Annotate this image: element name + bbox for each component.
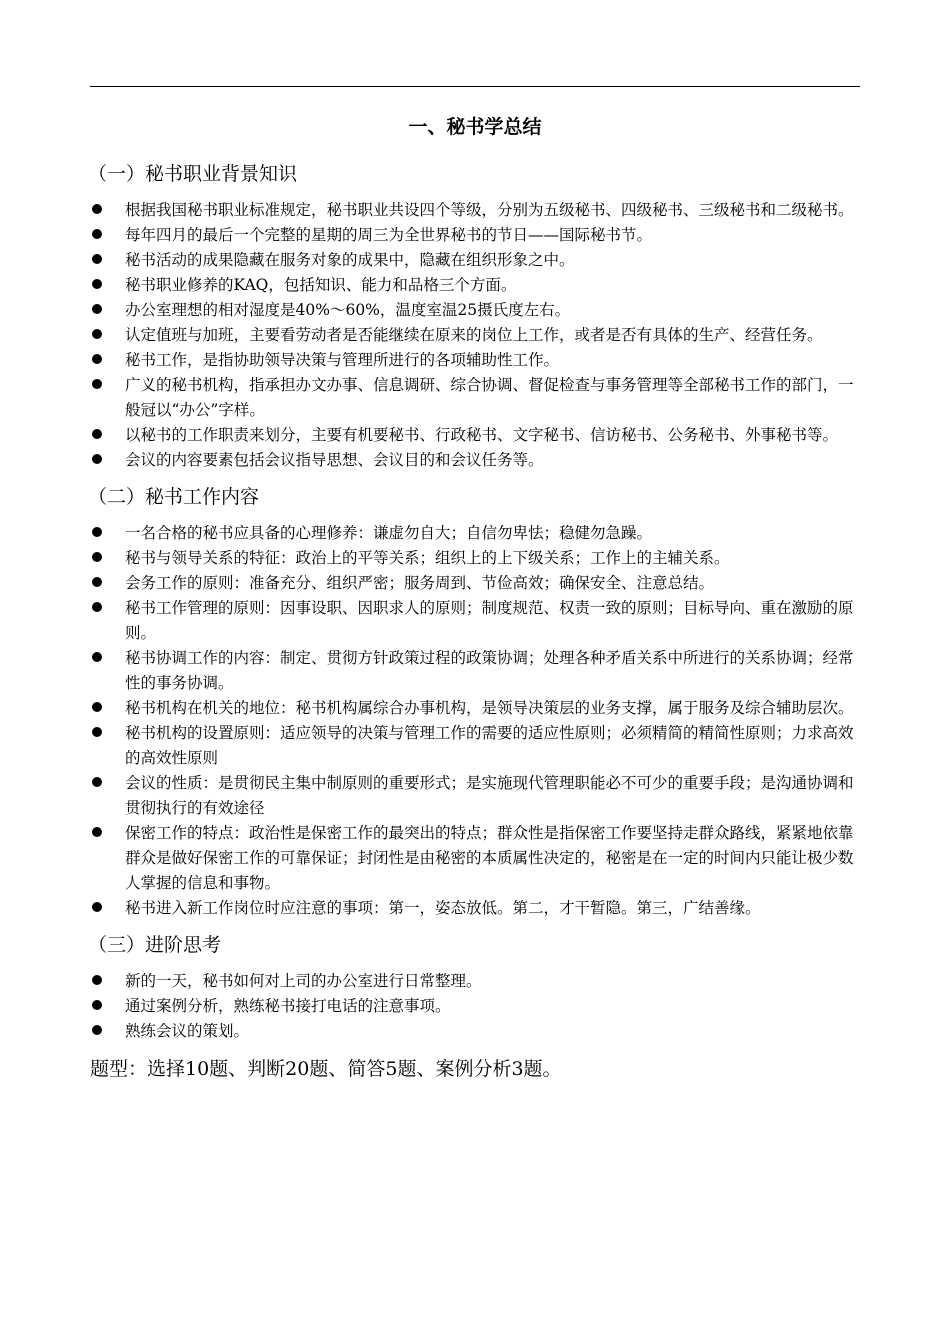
bullet-dot-icon xyxy=(92,1000,102,1010)
bullet-dot-icon xyxy=(92,602,102,612)
list-item xyxy=(90,696,860,721)
list-item xyxy=(90,571,860,596)
section-heading: （二）秘书工作内容 xyxy=(88,486,260,508)
list-item-text: 秘书机构的设置原则：适应领导的决策与管理工作的需要的适应性原则；必须精简的精简性原则；力求高效的高效性原则 xyxy=(125,724,854,767)
bullet-dot-icon xyxy=(92,577,102,587)
bullet-dot-icon xyxy=(92,279,102,289)
bullet-dot-icon xyxy=(92,354,102,364)
list-item-text: 秘书机构在机关的地位：秘书机构属综合办事机构，是领导决策层的业务支撑，属于服务及综合辅助层次。 xyxy=(125,699,854,717)
list-item xyxy=(90,596,860,646)
list-item xyxy=(90,323,860,348)
bullet-dot-icon xyxy=(92,329,102,339)
list-item xyxy=(90,223,860,248)
list-item-text: 新的一天，秘书如何对上司的办公室进行日常整理。 xyxy=(125,972,482,990)
bullet-dot-icon xyxy=(92,229,102,239)
list-item xyxy=(90,448,860,473)
bullet-dot-icon xyxy=(92,429,102,439)
list-item-text: 秘书协调工作的内容：制定、贯彻方针政策过程的政策协调；处理各种矛盾关系中所进行的关系协调；经常性的事务协调。 xyxy=(125,649,854,692)
list-item xyxy=(90,423,860,448)
list-item xyxy=(90,969,860,994)
document-title: 一、秘书学总结 xyxy=(408,116,542,138)
list-item xyxy=(90,348,860,373)
list-item xyxy=(90,721,860,771)
list-item-text: 秘书活动的成果隐藏在服务对象的成果中，隐藏在组织形象之中。 xyxy=(125,251,575,269)
list-item-text: 秘书工作，是指协助领导决策与管理所进行的各项辅助性工作。 xyxy=(125,351,560,369)
bullet-dot-icon xyxy=(92,254,102,264)
bullet-dot-icon xyxy=(92,1025,102,1035)
list-item-text: 广义的秘书机构，指承担办文办事、信息调研、综合协调、督促检查与事务管理等全部秘书工作的部门，一般冠以“办公”字样。 xyxy=(125,376,854,419)
list-item xyxy=(90,546,860,571)
bullet-dot-icon xyxy=(92,902,102,912)
header-rule xyxy=(90,86,860,87)
bullet-dot-icon xyxy=(92,702,102,712)
list-item-text: 秘书与领导关系的特征：政治上的平等关系；组织上的上下级关系；工作上的主辅关系。 xyxy=(125,549,730,567)
list-item xyxy=(90,248,860,273)
bullet-dot-icon xyxy=(92,827,102,837)
list-item xyxy=(90,821,860,896)
list-item xyxy=(90,273,860,298)
list-item xyxy=(90,994,860,1019)
list-item xyxy=(90,771,860,821)
bullet-list xyxy=(90,198,860,473)
list-item-text: 熟练会议的策划。 xyxy=(125,1022,250,1040)
list-item-text: 通过案例分析，熟练秘书接打电话的注意事项。 xyxy=(125,997,451,1015)
list-item-text: 以秘书的工作职责来划分，主要有机要秘书、行政秘书、文字秘书、信访秘书、公务秘书、外事秘书等。 xyxy=(125,426,839,444)
list-item xyxy=(90,373,860,423)
list-item-text: 认定值班与加班，主要看劳动者是否能继续在原来的岗位上工作，或者是否有具体的生产、经营任务。 xyxy=(125,326,823,344)
list-item-text: 秘书进入新工作岗位时应注意的事项：第一，姿态放低。第二，才干暂隐。第三，广结善缘。 xyxy=(125,899,761,917)
list-item-text: 会议的内容要素包括会议指导思想、会议目的和会议任务等。 xyxy=(125,451,544,469)
list-item-text: 秘书工作管理的原则：因事设职、因职求人的原则；制度规范、权责一致的原则；目标导向、重在激励的原则。 xyxy=(125,599,854,642)
bullet-dot-icon xyxy=(92,652,102,662)
list-item-text: 会议的性质：是贯彻民主集中制原则的重要形式；是实施现代管理职能必不可少的重要手段；是沟通协调和贯彻执行的有效途径 xyxy=(125,774,854,817)
bullet-dot-icon xyxy=(92,304,102,314)
list-item xyxy=(90,1019,860,1044)
list-item-text: 保密工作的特点：政治性是保密工作的最突出的特点；群众性是指保密工作要坚持走群众路线，紧紧地依靠群众是做好保密工作的可靠保证；封闭性是由秘密的本质属性决定的，秘密是在一定的时间内只能让极少数人掌握的信息和事物。 xyxy=(125,824,854,892)
section-heading: （三）进阶思考 xyxy=(88,934,222,956)
list-item-text: 根据我国秘书职业标准规定，秘书职业共设四个等级，分别为五级秘书、四级秘书、三级秘书和二级秘书。 xyxy=(125,201,854,219)
bullet-list xyxy=(90,521,860,921)
document-body xyxy=(90,160,860,1084)
bullet-dot-icon xyxy=(92,204,102,214)
list-item xyxy=(90,521,860,546)
question-types-line: 题型：选择10题、判断20题、简答5题、案例分析3题。 xyxy=(90,1058,562,1080)
list-item-text: 办公室理想的相对湿度是40%～60%，温度室温25摄氏度左右。 xyxy=(125,301,571,319)
list-item xyxy=(90,896,860,921)
bullet-dot-icon xyxy=(92,527,102,537)
list-item xyxy=(90,198,860,223)
list-item-text: 秘书职业修养的KAQ，包括知识、能力和品格三个方面。 xyxy=(125,276,517,294)
section-heading: （一）秘书职业背景知识 xyxy=(88,163,298,185)
bullet-dot-icon xyxy=(92,379,102,389)
list-item xyxy=(90,646,860,696)
bullet-dot-icon xyxy=(92,454,102,464)
bullet-dot-icon xyxy=(92,552,102,562)
list-item-text: 会务工作的原则：准备充分、组织严密；服务周到、节俭高效；确保安全、注意总结。 xyxy=(125,574,715,592)
bullet-dot-icon xyxy=(92,975,102,985)
list-item-text: 一名合格的秘书应具备的心理修养：谦虚勿自大；自信勿卑怯；稳健勿急躁。 xyxy=(125,524,653,542)
list-item xyxy=(90,298,860,323)
bullet-dot-icon xyxy=(92,727,102,737)
bullet-dot-icon xyxy=(92,777,102,787)
list-item-text: 每年四月的最后一个完整的星期的周三为全世界秘书的节日——国际秘书节。 xyxy=(125,226,653,244)
bullet-list xyxy=(90,969,860,1044)
